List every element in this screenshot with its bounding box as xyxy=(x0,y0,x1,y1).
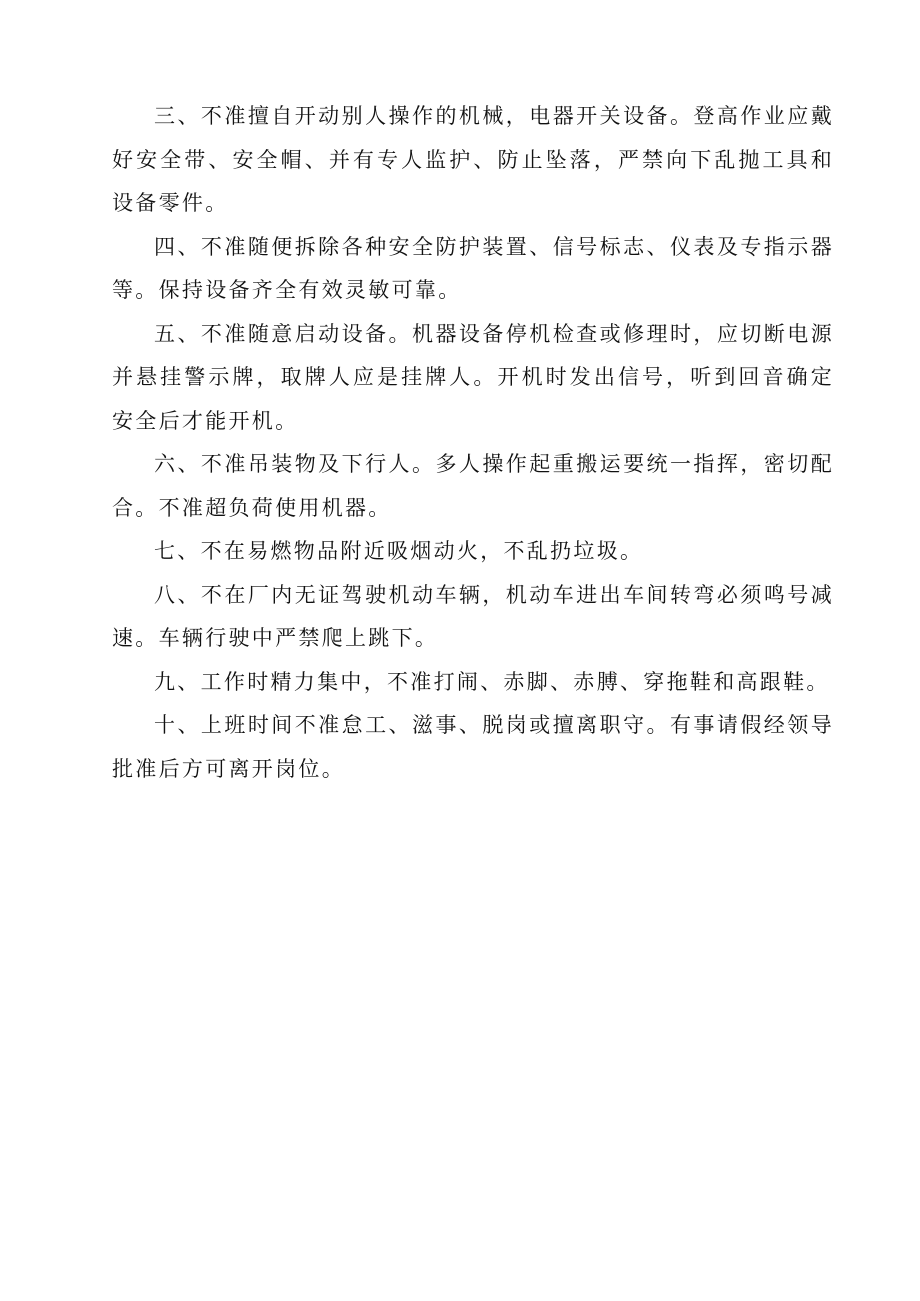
rule-paragraph-10: 十、上班时间不准怠工、滋事、脱岗或擅离职守。有事请假经领导批准后方可离开岗位。 xyxy=(112,713,834,781)
rule-paragraph-5: 五、不准随意启动设备。机器设备停机检查或修理时，应切断电源并悬挂警示牌，取牌人应是挂牌人。开机时发出信号，听到回音确定安全后才能开机。 xyxy=(112,321,834,433)
rule-paragraph-9: 九、工作时精力集中，不准打闹、赤脚、赤膊、穿拖鞋和高跟鞋。 xyxy=(154,669,830,694)
rule-paragraph-3: 三、不准擅自开动别人操作的机械，电器开关设备。登高作业应戴好安全带、安全帽、并有专人监护、防止坠落，严禁向下乱抛工具和设备零件。 xyxy=(112,104,834,215)
document-body xyxy=(112,95,834,791)
rule-paragraph-4: 四、不准随便拆除各种安全防护装置、信号标志、仪表及专指示器等。保持设备齐全有效灵敏可靠。 xyxy=(112,234,834,302)
rule-paragraph-6: 六、不准吊装物及下行人。多人操作起重搬运要统一指挥，密切配合。不准超负荷使用机器。 xyxy=(112,452,834,520)
rule-paragraph-7: 七、不在易燃物品附近吸烟动火，不乱扔垃圾。 xyxy=(154,539,644,563)
rule-paragraph-8: 八、不在厂内无证驾驶机动车辆，机动车进出车间转弯必须鸣号减速。车辆行驶中严禁爬上跳下。 xyxy=(112,582,834,650)
